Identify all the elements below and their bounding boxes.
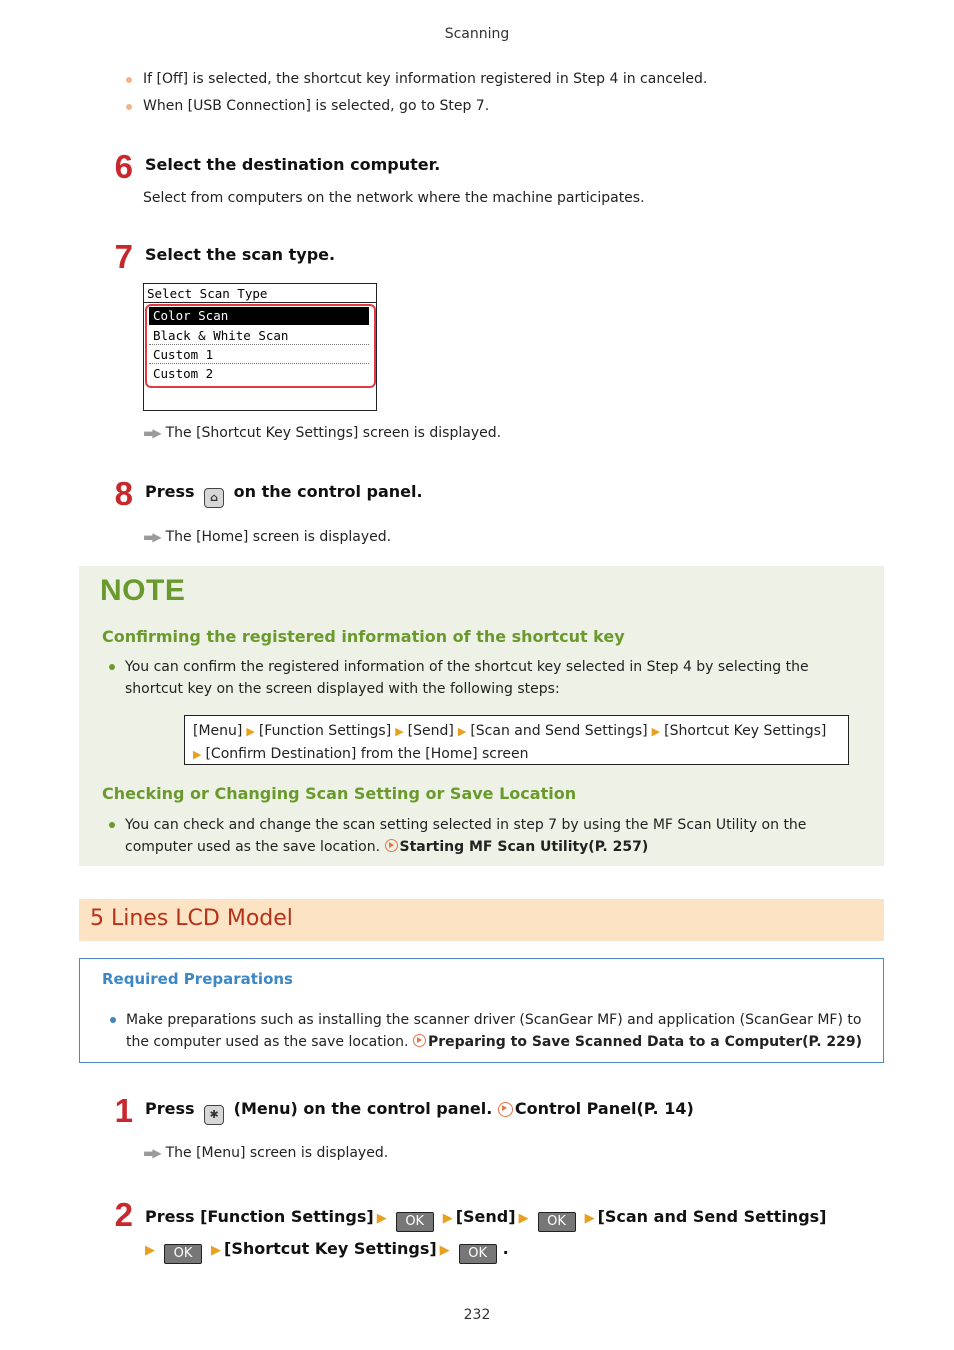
triangle-right-icon: ▶ bbox=[211, 1243, 221, 1258]
step-8-title bbox=[145, 481, 423, 508]
lcd-divider bbox=[144, 302, 376, 303]
selection-highlight-frame bbox=[145, 304, 376, 388]
note-bullet-2 bbox=[107, 814, 865, 858]
menu-icon: ✱ bbox=[204, 1105, 224, 1125]
note-box bbox=[79, 566, 884, 866]
ok-button: OK bbox=[459, 1244, 497, 1264]
list-item: When [USB Connection] is selected, go to Step 7. bbox=[124, 93, 707, 120]
link-preparing-to-save[interactable]: Preparing to Save Scanned Data to a Computer(P. 229) bbox=[427, 1034, 863, 1050]
step-8-number: 8 bbox=[114, 475, 133, 512]
lcd-item-custom-1[interactable]: Custom 1 bbox=[149, 346, 369, 364]
note-bullet-2-text: You can check and change the scan setting selected in step 7 by using the MF Scan Utility on the computer used as the save location. bbox=[125, 817, 807, 855]
step-2-shortcut: [Shortcut Key Settings] bbox=[224, 1239, 437, 1258]
link-arrow-icon bbox=[413, 1034, 426, 1047]
triangle-right-icon: ▶ bbox=[442, 1211, 453, 1226]
path-item: [Menu] bbox=[193, 723, 243, 739]
note-subheading-1: Confirming the registered information of the shortcut key bbox=[102, 627, 625, 646]
result-arrow-icon: ▬▶ bbox=[143, 426, 160, 440]
step-1-result-text: The [Menu] screen is displayed. bbox=[165, 1145, 389, 1161]
step-1-title bbox=[145, 1098, 694, 1125]
path-item-last: [Confirm Destination] from the [Home] screen bbox=[205, 746, 529, 762]
ok-button: OK bbox=[396, 1212, 434, 1232]
step-2-title bbox=[145, 1202, 845, 1266]
step-2-number: 2 bbox=[114, 1196, 133, 1233]
lcd-item-bw-scan[interactable]: Black & White Scan bbox=[149, 327, 369, 345]
path-item: [Function Settings] bbox=[258, 723, 392, 739]
triangle-right-icon: ▶ bbox=[457, 725, 467, 738]
step-8-title-after: on the control panel. bbox=[233, 482, 423, 501]
note-subheading-2: Checking or Changing Scan Setting or Save Location bbox=[102, 784, 577, 803]
step-7-result-text: The [Shortcut Key Settings] screen is displayed. bbox=[165, 425, 502, 441]
step-6-number: 6 bbox=[114, 148, 133, 185]
triangle-right-icon: ▶ bbox=[651, 725, 661, 738]
link-arrow-icon bbox=[385, 839, 398, 852]
step-2-scan-send: [Scan and Send Settings] bbox=[597, 1207, 827, 1226]
lcd-item-color-scan[interactable]: Color Scan bbox=[149, 307, 369, 325]
page-number: 232 bbox=[463, 1307, 491, 1323]
step-7-number: 7 bbox=[114, 238, 133, 275]
triangle-right-icon: ▶ bbox=[193, 748, 202, 761]
list-item: If [Off] is selected, the shortcut key information registered in Step 4 in canceled. bbox=[124, 66, 707, 93]
step-2-send: [Send] bbox=[455, 1207, 516, 1226]
step-1-title-before: Press bbox=[145, 1099, 195, 1118]
note-heading: NOTE bbox=[100, 574, 186, 607]
link-mf-scan-utility[interactable]: Starting MF Scan Utility(P. 257) bbox=[399, 839, 649, 855]
step-1-title-after: (Menu) on the control panel. bbox=[233, 1099, 493, 1118]
triangle-right-icon: ▶ bbox=[518, 1211, 529, 1226]
triangle-right-icon: ▶ bbox=[246, 725, 255, 738]
preparations-text: Make preparations such as installing the scanner driver (ScanGear MF) and application (ScanGear MF) to the computer used as the save location. bbox=[126, 1012, 862, 1050]
step-6-description: Select from computers on the network where the machine participates. bbox=[143, 190, 645, 206]
path-item: [Shortcut Key Settings] bbox=[664, 723, 827, 739]
home-icon: ⌂ bbox=[204, 488, 224, 508]
step-1-result bbox=[143, 1145, 388, 1161]
link-control-panel[interactable]: Control Panel(P. 14) bbox=[514, 1099, 694, 1118]
running-header: Scanning bbox=[444, 26, 510, 42]
ok-button: OK bbox=[538, 1212, 576, 1232]
triangle-right-icon: ▶ bbox=[376, 1211, 387, 1226]
path-item: [Send] bbox=[407, 723, 454, 739]
step-6-title: Select the destination computer. bbox=[145, 155, 441, 174]
note-bullet-1: You can confirm the registered information of the shortcut key selected in Step 4 by selecting the shortcut key on the screen displayed with the following steps: bbox=[107, 656, 865, 700]
triangle-right-icon: ▶ bbox=[439, 1243, 450, 1258]
required-preparations-box bbox=[79, 958, 884, 1063]
path-item: [Scan and Send Settings] bbox=[470, 723, 648, 739]
section-header bbox=[79, 899, 884, 941]
intro-bullet-list bbox=[124, 66, 707, 120]
lcd-item-custom-2[interactable]: Custom 2 bbox=[153, 366, 214, 381]
preparations-title: Required Preparations bbox=[102, 970, 293, 988]
result-arrow-icon: ▬▶ bbox=[143, 1146, 160, 1160]
lcd-screen bbox=[143, 283, 377, 411]
ok-button: OK bbox=[164, 1244, 202, 1264]
step-2-period: . bbox=[502, 1239, 509, 1258]
step-7-result bbox=[143, 425, 501, 441]
triangle-right-icon: ▶ bbox=[145, 1243, 155, 1258]
step-8-title-before: Press bbox=[145, 482, 195, 501]
step-8-result bbox=[143, 529, 391, 545]
triangle-right-icon: ▶ bbox=[584, 1211, 595, 1226]
section-title: 5 Lines LCD Model bbox=[90, 906, 293, 931]
menu-path-box bbox=[184, 715, 849, 765]
result-arrow-icon: ▬▶ bbox=[143, 530, 160, 544]
step-2-press: Press [Function Settings] bbox=[145, 1207, 374, 1226]
link-arrow-icon bbox=[498, 1102, 513, 1117]
step-7-title: Select the scan type. bbox=[145, 245, 336, 264]
lcd-title: Select Scan Type bbox=[147, 286, 268, 301]
triangle-right-icon: ▶ bbox=[395, 725, 404, 738]
step-1-number: 1 bbox=[114, 1092, 133, 1129]
preparations-bullet bbox=[108, 1009, 866, 1053]
step-8-result-text: The [Home] screen is displayed. bbox=[165, 529, 392, 545]
